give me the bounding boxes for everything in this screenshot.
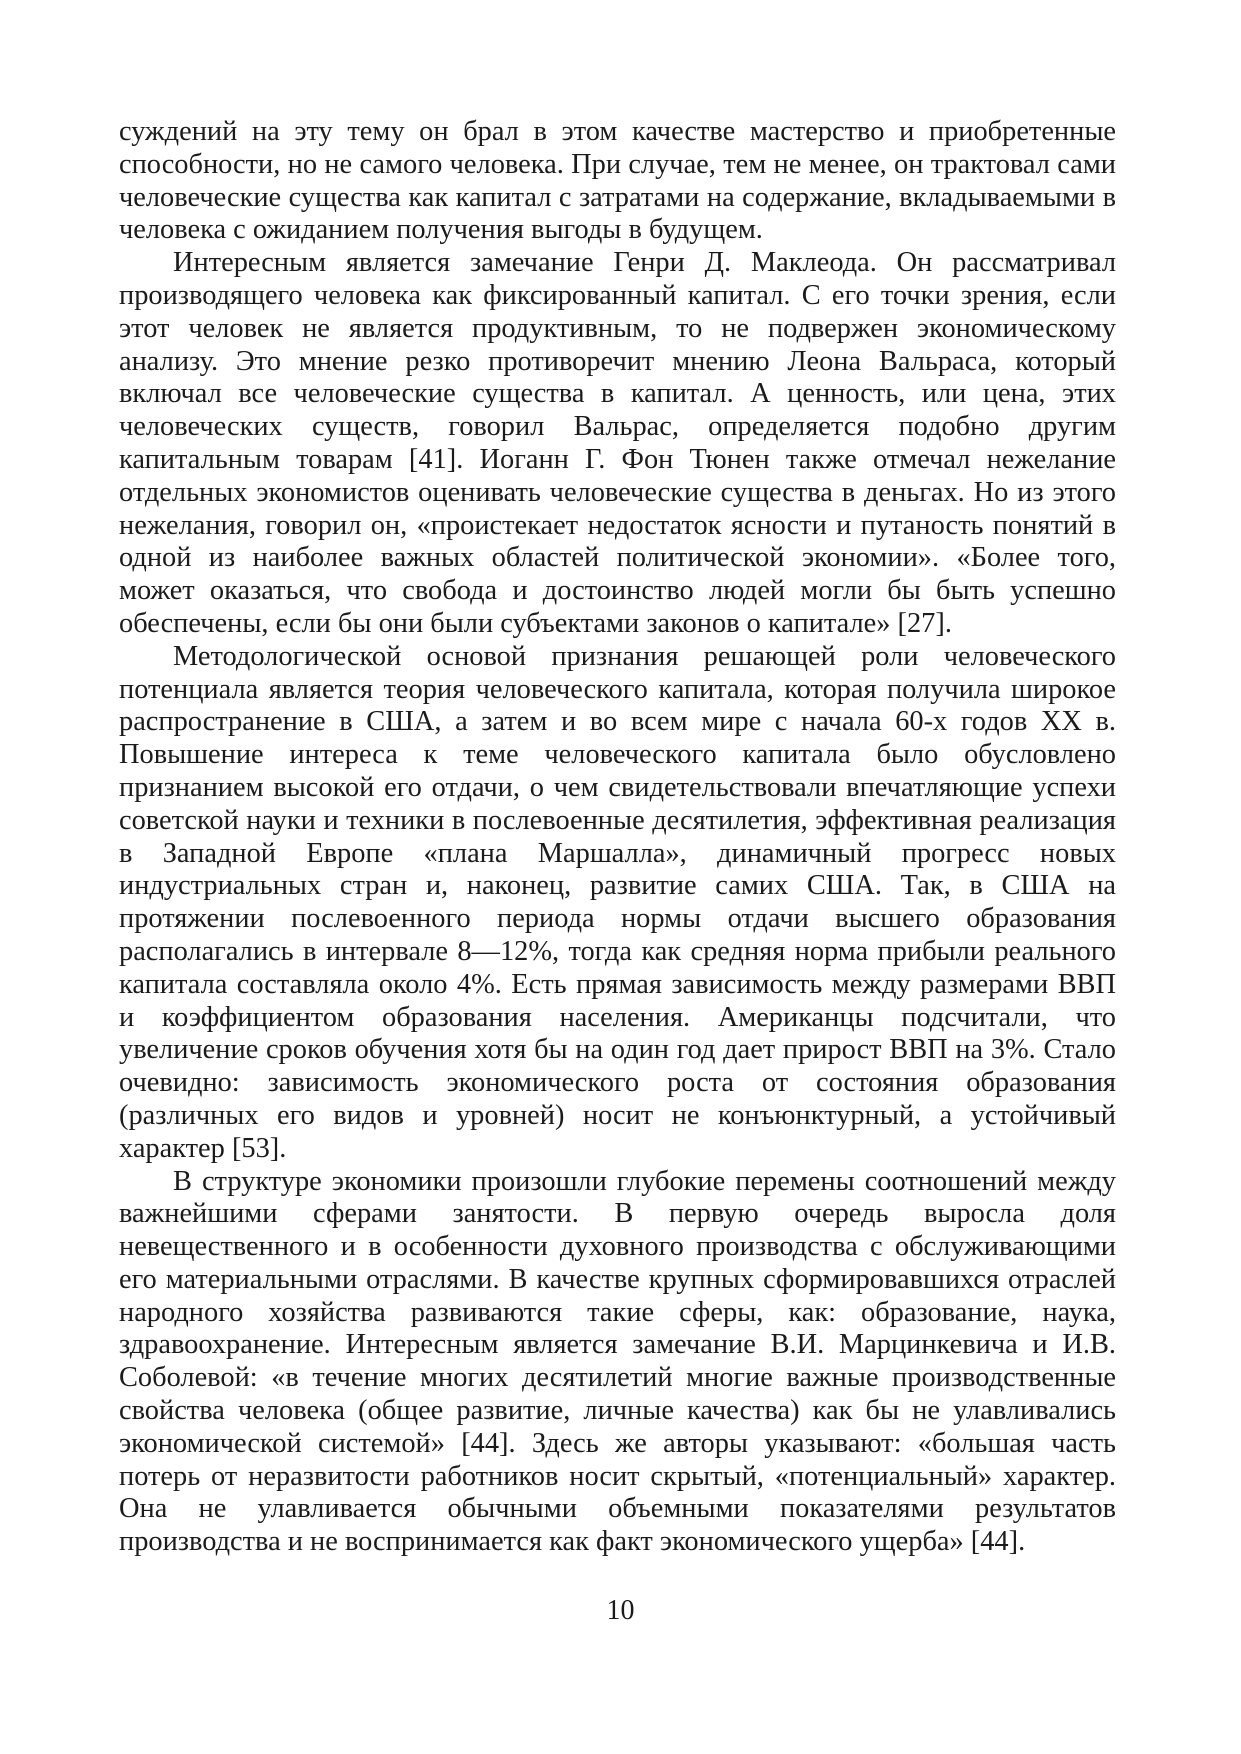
- paragraph-continuation: суждений на эту тему он брал в этом качестве мастерство и приобретенные способности, но не самого человека. При случае, тем не менее, он трактовал сами человеческие существа как капитал с затратами на содержание, вкладываемыми в человека с ожиданием получения выгоды в будущем.: [119, 116, 1116, 246]
- body-text: [119, 116, 1116, 1559]
- paragraph-economy-structure: В структуре экономики произошли глубокие перемены соотношений между важнейшими сферами занятости. В первую очередь выросла доля невещественного и в особенности духовного производства с обслуживающими его материальными отраслями. В качестве крупных сформировавшихся отраслей народного хозяйства развиваются такие сферы, как: образование, наука, здравоохранение. Интересным является замечание В.И. Марцинкевича и И.В. Соболевой: «в течение многих десятилетий многие важные производственные свойства человека (общее развитие, личные качества) как бы не улавливались экономической системой» [44]. Здесь же авторы указывают: «большая часть потерь от неразвитости работников носит скрытый, «потенциальный» характер. Она не улавливается обычными объемными показателями результатов производства и не воспринимается как факт экономического ущерба» [44].: [119, 1165, 1116, 1558]
- page-number: 10: [606, 1595, 635, 1626]
- paragraph-methodology: Методологической основой признания решающей роли человеческого потенциала является теория человеческого капитала, которая получила широкое распространение в США, а затем и во всем мире с начала 60-х годов XX в. Повышение интереса к теме человеческого капитала было обусловлено признанием высокой его отдачи, о чем свидетельствовали впечатляющие успехи советской науки и техники в послевоенные десятилетия, эффективная реализация в Западной Европе «плана Маршалла», динамичный прогресс новых индустриальных стран и, наконец, развитие самих США. Так, в США на протяжении послевоенного периода нормы отдачи высшего образования располагались в интервале 8—12%, тогда как средняя норма прибыли реального капитала составляла около 4%. Есть прямая зависимость между размерами ВВП и коэффициентом образования населения. Американцы подсчитали, что увеличение сроков обучения хотя бы на один год дает прирост ВВП на 3%. Стало очевидно: зависимость экономического роста от состояния образования (различных его видов и уровней) носит не конъюнктурный, а устойчивый характер [53].: [119, 640, 1116, 1164]
- paragraph-macleod: Интересным является замечание Генри Д. Маклеода. Он рассматривал производящего человека как фиксированный капитал. С его точки зрения, если этот человек не является продуктивным, то не подвержен экономическому анализу. Это мнение резко противоречит мнению Леона Вальраса, который включал все человеческие существа в капитал. А ценность, или цена, этих человеческих существ, говорил Вальрас, определяется подобно другим капитальным товарам [41]. Иоганн Г. Фон Тюнен также отмечал нежелание отдельных экономистов оценивать человеческие существа в деньгах. Но из этого нежелания, говорил он, «проистекает недостаток ясности и путаность понятий в одной из наиболее важных областей политической экономии». «Более того, может оказаться, что свобода и достоинство людей могли бы быть успешно обеспечены, если бы они были субъектами законов о капитале» [27].: [119, 247, 1116, 639]
